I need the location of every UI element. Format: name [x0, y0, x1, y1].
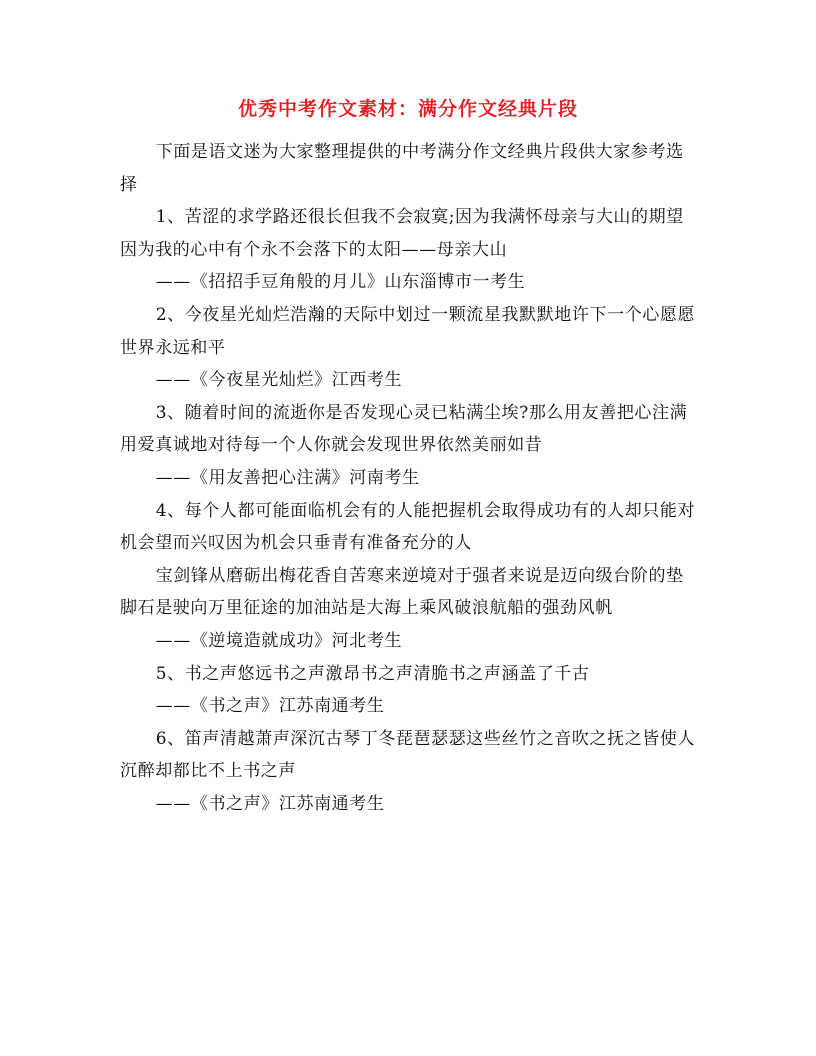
paragraph-excerpt-3: 3、随着时间的流逝你是否发现心灵已粘满尘埃?那么用友善把心注满用爱真诚地对待每一个人你就会发现世界依然美丽如昔: [120, 402, 688, 456]
paragraph-excerpt-4: 4、每个人都可能面临机会有的人能把握机会取得成功有的人却只能对机会望而兴叹因为机会只垂青有准备充分的人: [120, 500, 696, 554]
paragraph-excerpt-5: 5、书之声悠远书之声激昂书之声清脆书之声涵盖了千古: [155, 663, 590, 684]
paragraph-source-5: ——《书之声》江苏南通考生: [155, 696, 385, 717]
paragraph-source-4: ——《逆境造就成功》河北考生: [155, 630, 403, 651]
paragraph-source-1: ——《招招手豆角般的月儿》山东淄博市一考生: [155, 272, 526, 293]
paragraph-intro: 下面是语文迷为大家整理提供的中考满分作文经典片段供大家参考选择: [120, 142, 684, 195]
document-title: 优秀中考作文素材：满分作文经典片段: [237, 98, 578, 120]
paragraph-excerpt-2: 2、今夜星光灿烂浩瀚的天际中划过一颗流星我默默地许下一个心愿愿世界永远和平: [120, 304, 696, 358]
paragraph-source-3: ——《用友善把心注满》河南考生: [155, 467, 420, 488]
paragraph-source-2: ——《今夜星光灿烂》江西考生: [155, 370, 403, 391]
paragraph-excerpt-6: 6、笛声清越萧声深沉古琴丁冬琵琶瑟瑟这些丝竹之音吹之抚之皆使人沉醉却都比不上书之声: [120, 728, 696, 782]
document-body: [120, 136, 700, 820]
paragraph-excerpt-4b: 宝剑锋从磨砺出梅花香自苦寒来逆境对于强者来说是迈向级台阶的垫脚石是驶向万里征途的加油站是大海上乘风破浪航船的强劲风帆: [120, 565, 684, 619]
paragraph-excerpt-1: 1、苦涩的求学路还很长但我不会寂寞;因为我满怀母亲与大山的期望因为我的心中有个永不会落下的太阳——母亲大山: [120, 207, 684, 260]
paragraph-source-6: ——《书之声》江苏南通考生: [155, 793, 385, 814]
